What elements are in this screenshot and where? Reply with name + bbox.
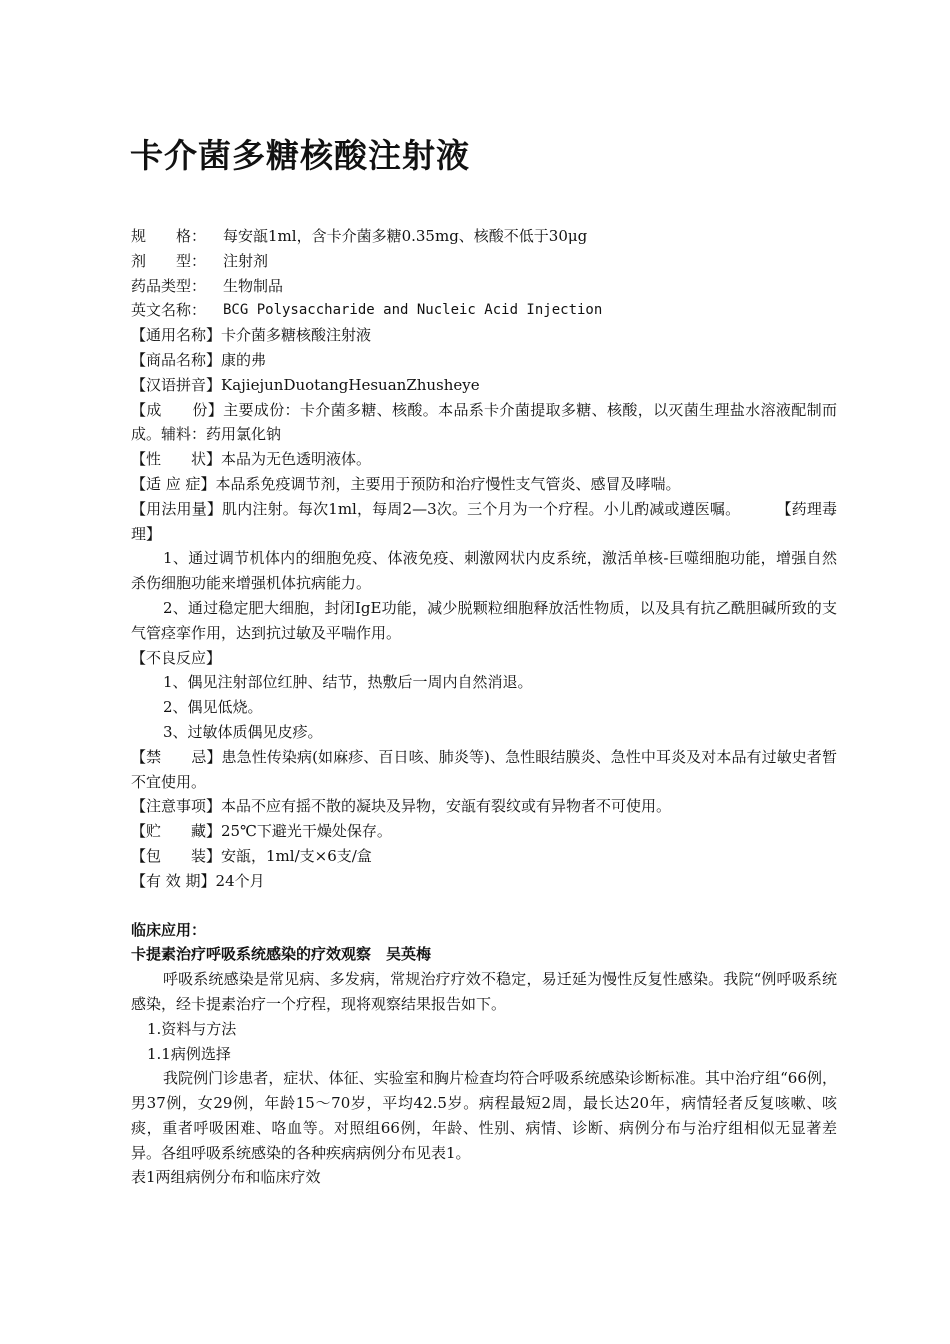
pinyin-name: 【汉语拼音】KajiejunDuotangHesuanZhusheye — [131, 375, 480, 394]
section-1-heading: 1.资料与方法 — [147, 1019, 237, 1038]
clinical-heading: 临床应用： — [131, 920, 207, 939]
expiry: 【有 效 期】24个月 — [131, 871, 265, 890]
type-value: 生物制品 — [223, 276, 284, 295]
english-name-value: BCG Polysaccharide and Nucleic Acid Injection — [223, 302, 603, 319]
type-row — [131, 274, 837, 299]
composition: 【成 份】主要成份：卡介菌多糖、核酸。本品系卡介菌提取多糖、核酸，以灭菌生理盐水溶液配制而成。辅料：药用氯化钠 — [131, 400, 837, 444]
form-value: 注射剂 — [223, 251, 269, 270]
case-description: 我院例门诊患者，症状、体征、实验室和胸片检查均符合呼吸系统感染诊断标准。其中治疗组“66例，男37例，女29例，年龄15～70岁，平均42.5岁。病程最短2周，最长达20年，病情轻者反复咳嗽、咳痰，重者呼吸困难、咯血等。对照组66例，年龄、性别、病情、诊断、病例分布与治疗组相似无显著差异。各组呼吸系统感染的各种疾病病例分布见表1。 — [131, 1069, 837, 1162]
section-1-1-heading: 1.1病例选择 — [147, 1044, 231, 1063]
spec-value: 每安瓿1ml，含卡介菌多糖0.35mg、核酸不低于30μg — [223, 227, 588, 245]
article-intro: 呼吸系统感染是常见病、多发病，常规治疗疗效不稳定，易迁延为慢性反复性感染。我院“例呼吸系统感染，经卡提素治疗一个疗程，现将观察结果报告如下。 — [131, 970, 837, 1013]
spec-label: 规 格： — [131, 227, 207, 245]
indications: 【适 应 症】本品系免疫调节剂，主要用于预防和治疗慢性支气管炎、感冒及哮喘。 — [131, 474, 681, 493]
adverse-item-1: 1、偶见注射部位红肿、结节，热敷后一周内自然消退。 — [163, 673, 533, 692]
precautions: 【注意事项】本品不应有摇不散的凝块及异物，安瓿有裂纹或有异物者不可使用。 — [131, 797, 672, 816]
article-title: 卡提素治疗呼吸系统感染的疗效观察 吴英梅 — [131, 945, 432, 964]
document-body — [131, 224, 837, 1190]
form-label: 剂 型： — [131, 251, 207, 270]
dosage: 【用法用量】肌内注射。每次1ml，每周2—3次。三个月为一个疗程。小儿酌减或遵医嘱。 — [131, 499, 741, 518]
pharmacology-item-2: 2、通过稳定肥大细胞，封闭IgE功能，减少脱颗粒细胞释放活性物质，以及具有抗乙酰胆碱所致的支气管痉挛作用，达到抗过敏及平喘作用。 — [131, 598, 837, 642]
english-name-label: 英文名称： — [131, 301, 207, 320]
type-label: 药品类型： — [131, 276, 207, 295]
form-row — [131, 249, 837, 274]
storage: 【贮 藏】25℃下避光干燥处保存。 — [131, 822, 392, 841]
generic-name: 【通用名称】卡介菌多糖核酸注射液 — [131, 326, 372, 345]
pharmacology-item-1: 1、通过调节机体内的细胞免疫、体液免疫、刺激网状内皮系统，激活单核-巨噬细胞功能，增强自然杀伤细胞功能来增强机体抗病能力。 — [131, 549, 837, 593]
table-caption: 表1两组病例分布和临床疗效 — [131, 1168, 321, 1187]
appearance: 【性 状】本品为无色透明液体。 — [131, 450, 372, 469]
page-title: 卡介菌多糖核酸注射液 — [130, 136, 470, 175]
contraindications: 【禁 忌】患急性传染病(如麻疹、百日咳、肺炎等)、急性眼结膜炎、急性中耳炎及对本品有过敏史者暂不宜使用。 — [131, 747, 837, 791]
package: 【包 装】安瓿，1ml/支×6支/盒 — [131, 846, 372, 865]
dosage-and-pharmacology-head — [131, 497, 837, 547]
trade-name: 【商品名称】康的弗 — [131, 350, 267, 369]
adverse-heading: 【不良反应】 — [131, 648, 222, 667]
pharmacology-heading: 【药理毒理】 — [131, 499, 837, 543]
english-name-row — [131, 298, 837, 323]
adverse-item-2: 2、偶见低烧。 — [163, 698, 263, 717]
spec-row — [131, 224, 837, 249]
section-gap — [131, 894, 837, 918]
adverse-item-3: 3、过敏体质偶见皮疹。 — [163, 722, 323, 741]
